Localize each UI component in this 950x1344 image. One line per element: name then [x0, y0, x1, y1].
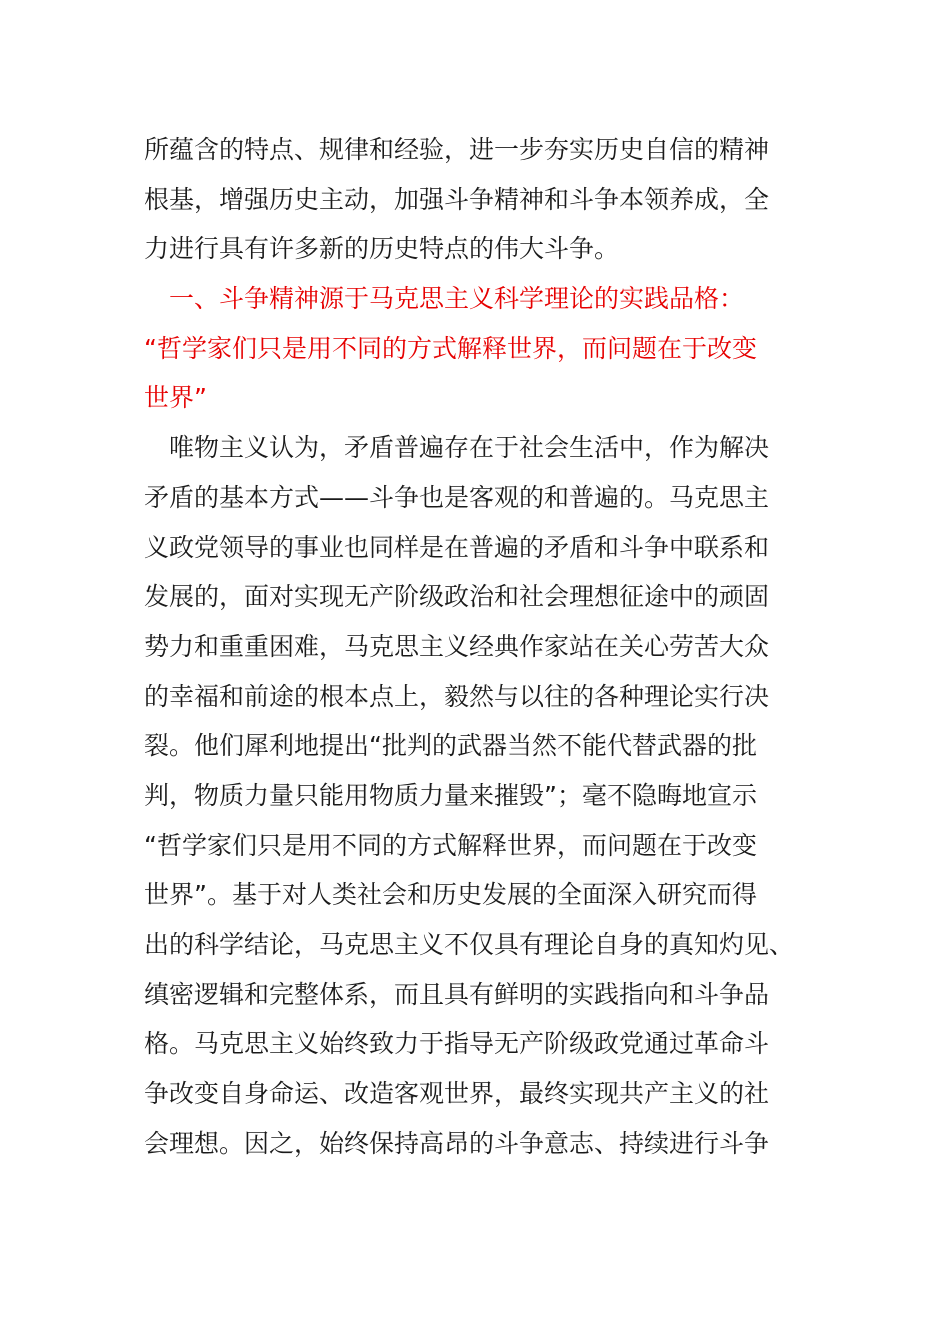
text-line: 缜密逻辑和完整体系，而且具有鲜明的实践指向和斗争品 — [144, 979, 770, 1009]
text-line: 根基，增强历史主动，加强斗争精神和斗争本领养成，全 — [144, 184, 770, 214]
section-heading — [144, 274, 804, 423]
text-line: 义政党领导的事业也同样是在普遍的矛盾和斗争中联系和 — [144, 532, 770, 562]
body-paragraph — [144, 423, 804, 1168]
text-line: 世界”。基于对人类社会和历史发展的全面深入研究而得 — [144, 880, 757, 910]
text-line: 裂。他们犀利地提出“批判的武器当然不能代替武器的批 — [144, 731, 757, 761]
text-line: 力进行具有许多新的历史特点的伟大斗争。 — [144, 234, 620, 264]
text-line: 发展的，面对实现无产阶级政治和社会理想征途中的顽固 — [144, 582, 770, 612]
heading-line: “哲学家们只是用不同的方式解释世界，而问题在于改变 — [144, 333, 757, 363]
text-line: 格。马克思主义始终致力于指导无产阶级政党通过革命斗 — [144, 1029, 770, 1059]
text-line: 的幸福和前途的根本点上，毅然与以往的各种理论实行决 — [144, 681, 770, 711]
text-line: 矛盾的基本方式——斗争也是客观的和普遍的。马克思主 — [144, 482, 770, 512]
text-line: “哲学家们只是用不同的方式解释世界，而问题在于改变 — [144, 830, 757, 860]
document-text — [144, 125, 804, 1168]
text-line: 唯物主义认为，矛盾普遍存在于社会生活中，作为解决 — [169, 433, 770, 463]
text-line: 势力和重重困难，马克思主义经典作家站在关心劳苦大众 — [144, 631, 770, 661]
text-line: 判，物质力量只能用物质力量来摧毁”；毫不隐晦地宣示 — [144, 780, 757, 810]
text-line: 所蕴含的特点、规律和经验，进一步夯实历史自信的精神 — [144, 135, 770, 164]
text-line: 出的科学结论，马克思主义不仅具有理论自身的真知灼见、 — [144, 930, 795, 959]
heading-line: 世界” — [144, 383, 207, 413]
text-line: 会理想。因之，始终保持高昂的斗争意志、持续进行斗争 — [144, 1128, 770, 1158]
heading-line: 一、斗争精神源于马克思主义科学理论的实践品格： — [169, 284, 745, 314]
text-line: 争改变自身命运、改造客观世界，最终实现共产主义的社 — [144, 1079, 770, 1109]
intro-paragraph — [144, 125, 804, 274]
